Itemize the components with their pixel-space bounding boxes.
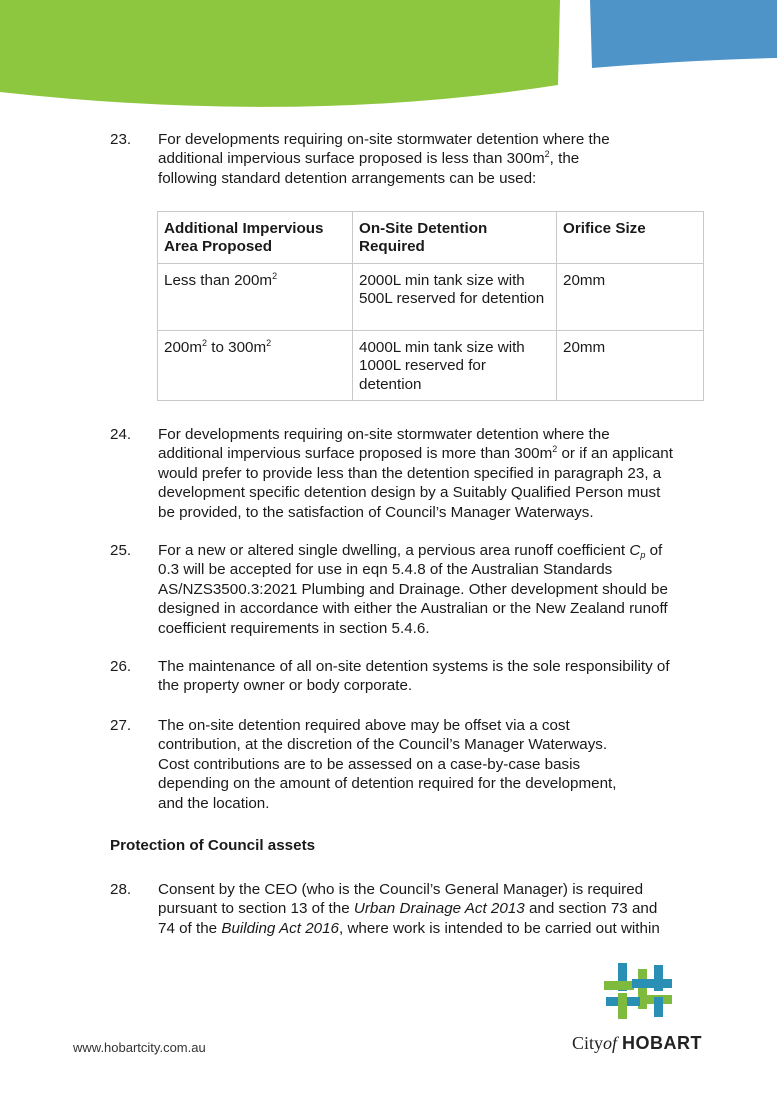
table-header-row bbox=[158, 212, 704, 264]
text-line: coefficient requirements in section 5.4.6. bbox=[158, 619, 430, 637]
table-cell: $200m^2$ to $300m^2$ bbox=[158, 330, 353, 400]
text-line: The maintenance of all on-site detention systems is the sole responsibility of bbox=[158, 658, 670, 675]
text-line: would prefer to provide less than the detention specified in paragraph 23, a bbox=[158, 464, 662, 482]
paragraph-number: 27. bbox=[110, 717, 132, 734]
table-cell: 20mm bbox=[557, 330, 704, 400]
text-line: 0.3 will be accepted for use in eqn 5.4.8 of the Australian Standards bbox=[158, 561, 613, 579]
table-cell: 4000L min tank size with 1000L reserved for detention bbox=[353, 330, 557, 400]
column-header: Additional Impervious Area Proposed bbox=[158, 212, 353, 264]
text-line: designed in accordance with either the Australian or the New Zealand runoff bbox=[158, 600, 668, 618]
city-of-hobart-logo-icon bbox=[604, 963, 674, 1023]
text-line: Cost contributions are to be assessed on a case-by-case basis bbox=[158, 755, 581, 773]
text-line: be provided, to the satisfaction of Council’s Manager Waterways. bbox=[158, 503, 594, 521]
table-row bbox=[158, 330, 704, 400]
text-line: For developments requiring on-site stormwater detention where the bbox=[158, 426, 610, 443]
column-header: On-Site Detention Required bbox=[353, 212, 557, 264]
table-row bbox=[158, 263, 704, 330]
table-cell: 2000L min tank size with 500L reserved for detention bbox=[353, 263, 557, 330]
text-line: For developments requiring on-site stormwater detention where the bbox=[158, 131, 610, 148]
text-line: Consent by the CEO (who is the Council’s General Manager) is required bbox=[158, 881, 644, 898]
blue-wave bbox=[590, 0, 777, 68]
paragraph-number: 28. bbox=[110, 881, 132, 898]
table-cell: Less than $200m^2$ bbox=[158, 263, 353, 330]
text-line: pursuant to section 13 of the Urban Drainage Act 2013 and section 73 and bbox=[158, 900, 658, 918]
paragraph-number: 25. bbox=[110, 542, 132, 559]
column-header: Orifice Size bbox=[557, 212, 704, 264]
text-line: additional impervious surface proposed is less than $300m^2$, the bbox=[158, 149, 580, 168]
footer-url[interactable]: www.hobartcity.com.au bbox=[73, 1040, 206, 1055]
text-line: depending on the amount of detention required for the development, bbox=[158, 775, 617, 793]
text-line: and the location. bbox=[158, 794, 270, 812]
text-line: AS/NZS3500.3:2021 Plumbing and Drainage. Other development should be bbox=[158, 580, 668, 598]
green-wave bbox=[0, 0, 560, 107]
table-cell: 20mm bbox=[557, 263, 704, 330]
text-line: For a new or altered single dwelling, a pervious area runoff coefficient $C_p$ of bbox=[158, 542, 663, 560]
text-line: following standard detention arrangements can be used: bbox=[158, 169, 537, 187]
text-line: development specific detention design by a Suitably Qualified Person must bbox=[158, 484, 661, 502]
paragraph-number: 26. bbox=[110, 658, 132, 675]
detention-table bbox=[157, 211, 704, 401]
header-banner bbox=[0, 0, 777, 120]
text-line: The on-site detention required above may be offset via a cost bbox=[158, 717, 570, 734]
text-line: contribution, at the discretion of the Council’s Manager Waterways. bbox=[158, 736, 608, 754]
paragraph-number: 24. bbox=[110, 426, 132, 443]
text-line: additional impervious surface proposed is more than $300m^2$ or if an applicant bbox=[158, 444, 673, 463]
text-line: the property owner or body corporate. bbox=[158, 677, 413, 695]
logo-wordmark: Cityof HOBART bbox=[572, 1033, 703, 1053]
section-heading: Protection of Council assets bbox=[110, 837, 316, 854]
text-line: 74 of the Building Act 2016, where work is intended to be carried out within bbox=[158, 919, 660, 937]
paragraph-number: 23. bbox=[110, 131, 132, 148]
